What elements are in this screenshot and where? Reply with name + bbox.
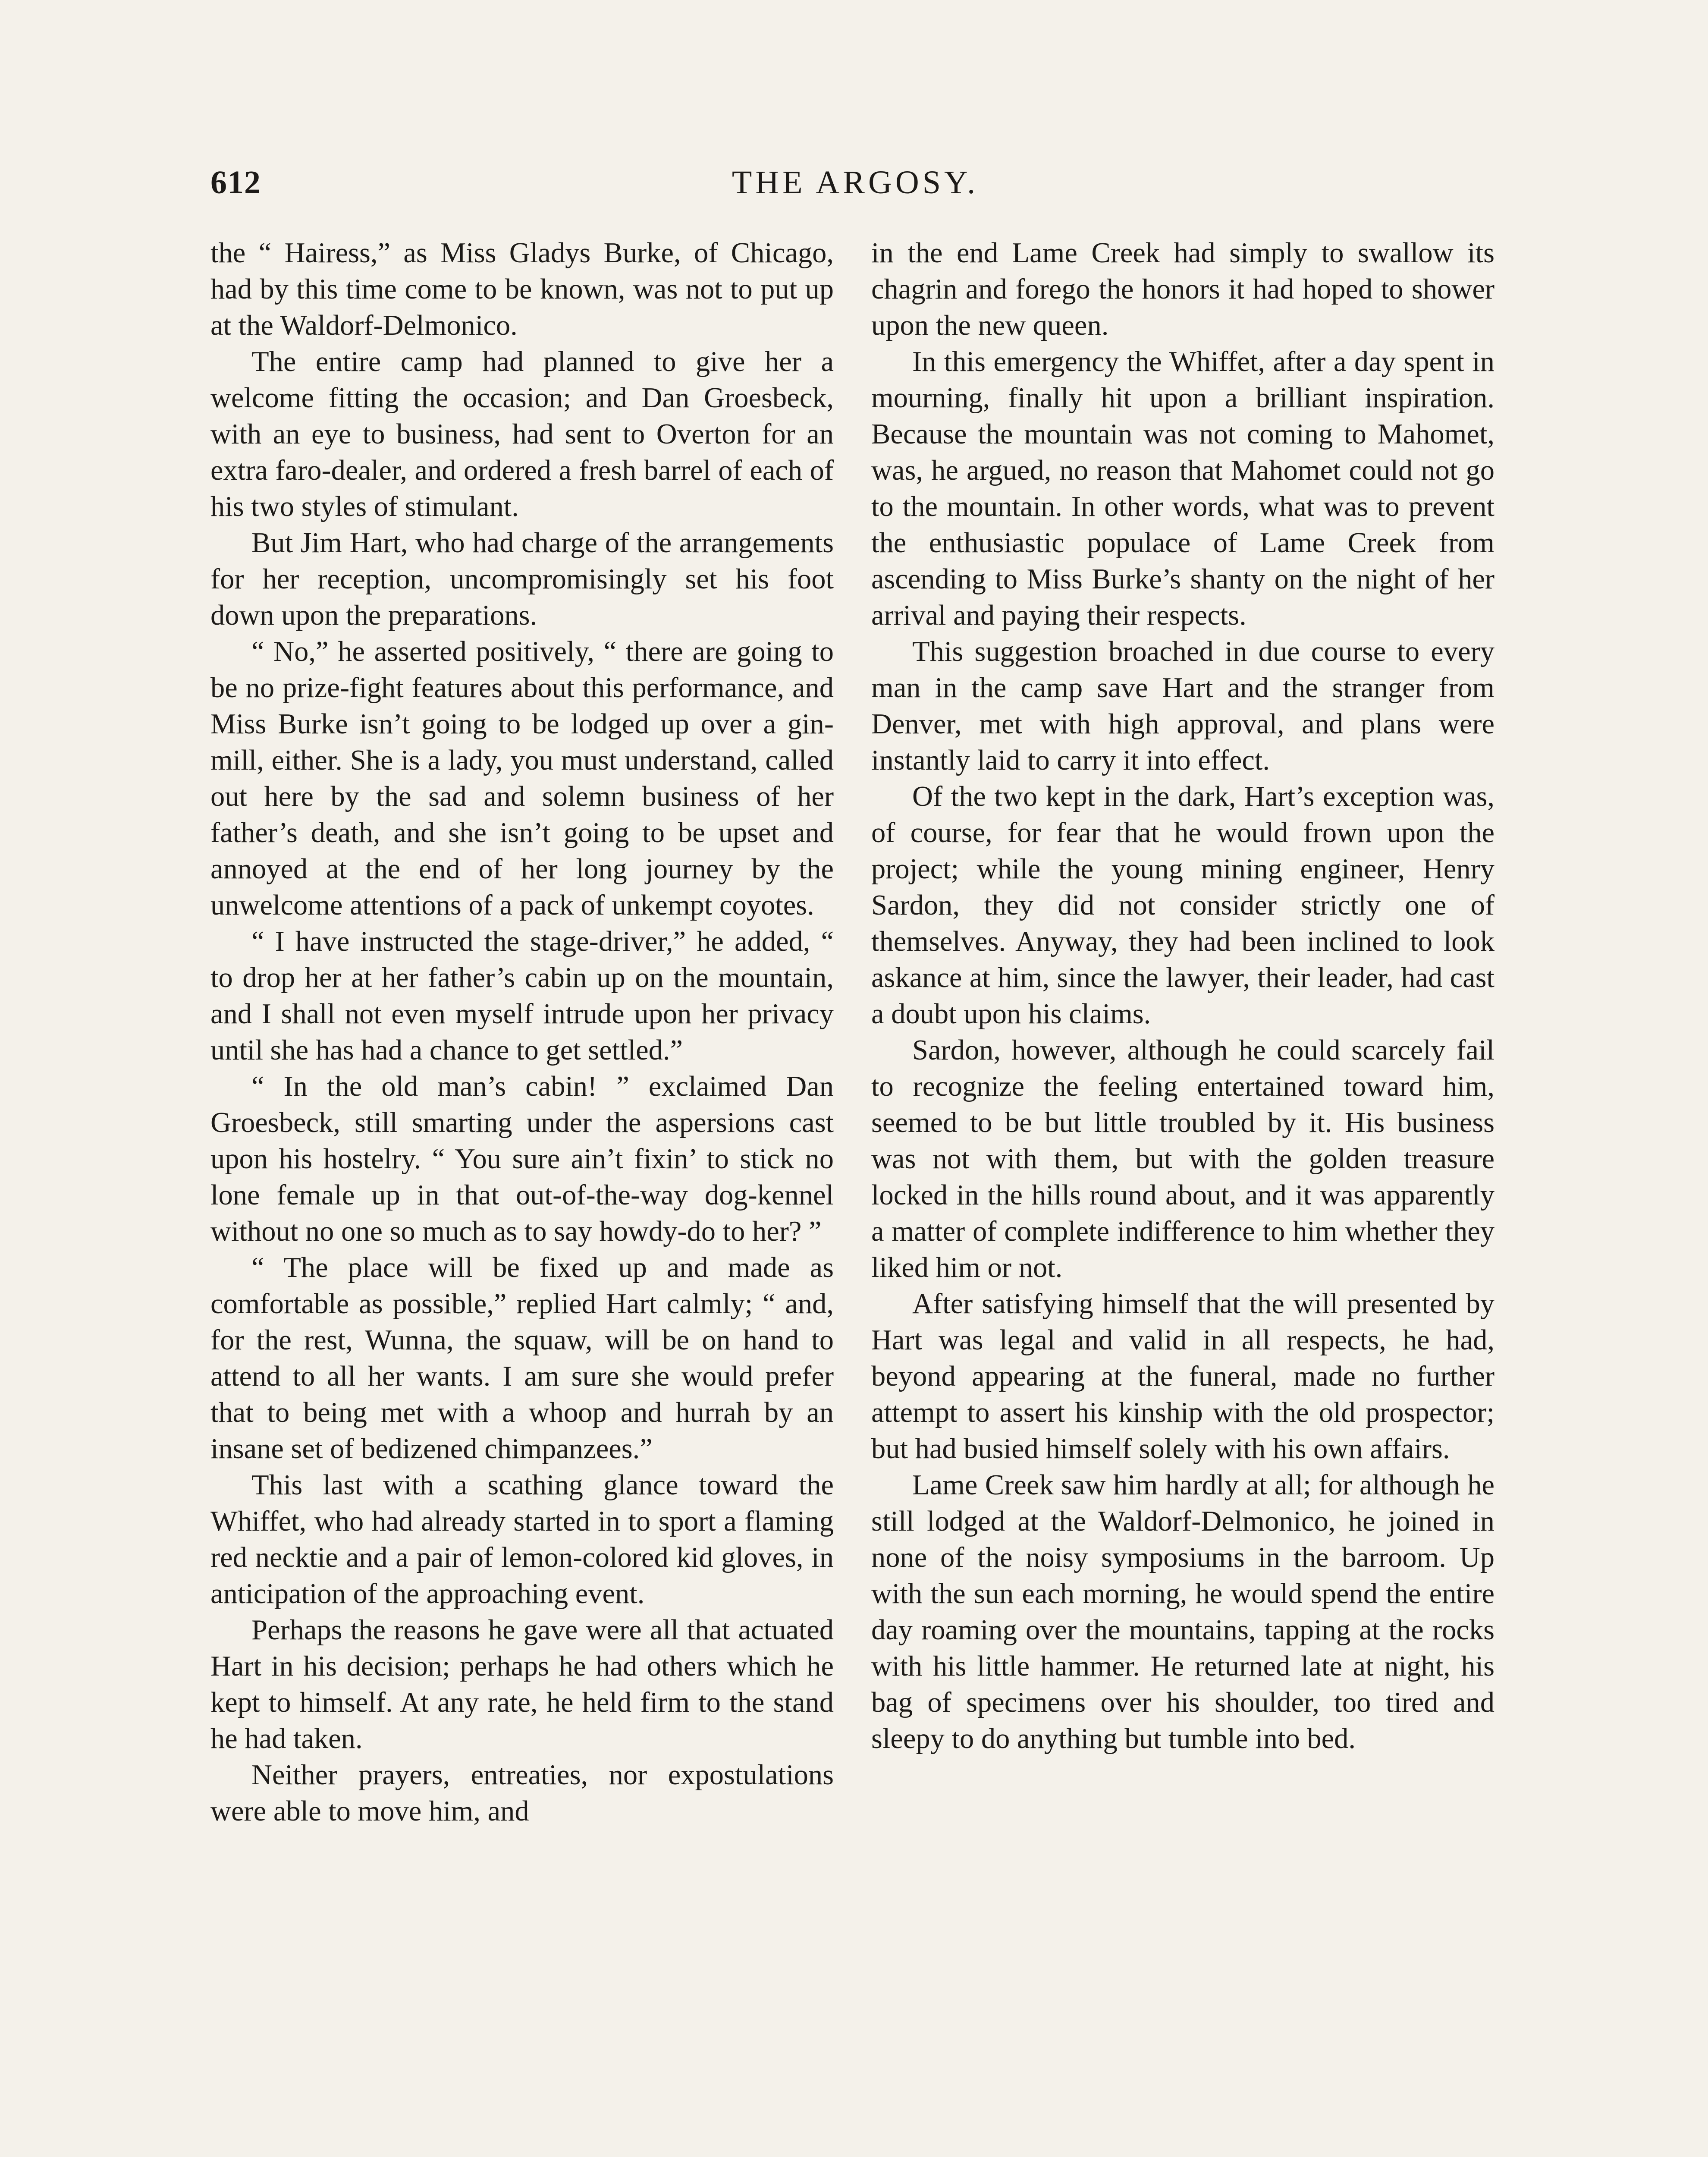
paragraph: Lame Creek saw him hardly at all; for although he still lodged at the Waldorf-Delmonico, he joined in none of the noisy symposiums in the barroom. Up with the sun each morning, he would spend the entire day roaming over the mountains, tapping at the rocks with his little hammer. He returned late at night, his bag of specimens over his shoulder, too tired and sleepy to do anything but tumble into bed. [871,1469,1494,1755]
paragraph: “ The place will be fixed up and made as comfortable as possible,” replied Hart calmly; “ and, for the rest, Wunna, the squaw, will be on hand to attend to all her wants. I am sure she would prefer that to being met with a whoop and hurrah by an insane set of bedizened chimpanzees.” [210,1252,834,1465]
paragraph: “ In the old man’s cabin! ” exclaimed Dan Groesbeck, still smarting under the aspersions cast upon his hostelry. “ You sure ain’t fixin’ to stick no lone female up in that out-of-the-way dog-kennel without no one so much as to say howdy-do to her? ” [210,1071,834,1247]
paragraph: Of the two kept in the dark, Hart’s exception was, of course, for fear that he would frown upon the project; while the young mining engineer, Henry Sardon, they did not consider strictly one of themselves. Anyway, they had been inclined to look askance at him, since the lawyer, their leader, had cast a doubt upon his claims. [871,781,1494,1030]
paragraph: Sardon, however, although he could scarcely fail to recognize the feeling entertained toward him, seemed to be but little troubled by it. His business was not with them, but with the golden treasure locked in the hills round about, and it was apparently a matter of complete indifference to him whether they liked him or not. [871,1034,1494,1283]
page-header [210,164,1500,211]
paragraph: Perhaps the reasons he gave were all that actuated Hart in his decision; perhaps he had others which he kept to himself. At any rate, he held firm to the stand he had taken. [210,1614,834,1755]
paragraph: “ No,” he asserted positively, “ there are going to be no prize-fight features about this performance, and Miss Burke isn’t going to be lodged up over a gin-mill, either. She is a lady, you must understand, called out here by the sad and solemn business of her father’s death, and she isn’t going to be upset and annoyed at the end of her long journey by the unwelcome attentions of a pack of unkempt coyotes. [210,636,834,921]
paragraph: Neither prayers, entreaties, nor expostulations were able to move him, and [210,1759,834,1827]
magazine-title: THE ARGOSY. [732,164,979,201]
paragraph: in the end Lame Creek had simply to swallow its chagrin and forego the honors it had hoped to shower upon the new queen. [871,237,1494,341]
right-column [871,235,1494,1757]
paragraph: This suggestion broached in due course to every man in the camp save Hart and the stranger from Denver, met with high approval, and plans were instantly laid to carry it into effect. [871,636,1494,776]
paragraph: After satisfying himself that the will presented by Hart was legal and valid in all respects, he had, beyond appearing at the funeral, made no further attempt to assert his kinship with the old prospector; but had busied himself solely with his own affairs. [871,1288,1494,1465]
paragraph: In this emergency the Whiffet, after a day spent in mourning, finally hit upon a brilliant inspiration. Because the mountain was not coming to Mahomet, was, he argued, no reason that Mahomet could not go to the mountain. In other words, what was to prevent the enthusiastic populace of Lame Creek from ascending to Miss Burke’s shanty on the night of her arrival and paying their respects. [871,346,1494,631]
paragraph: “ I have instructed the stage-driver,” he added, “ to drop her at her father’s cabin up on the mountain, and I shall not even myself intrude upon her privacy until she has had a chance to get settled.” [210,926,834,1066]
paragraph: This last with a scathing glance toward the Whiffet, who had already started in to sport a flaming red necktie and a pair of lemon-colored kid gloves, in anticipation of the approaching event. [210,1469,834,1610]
page-number: 612 [210,164,261,201]
left-column [210,235,834,1830]
paragraph: The entire camp had planned to give her a welcome fitting the occasion; and Dan Groesbeck, with an eye to business, had sent to Overton for an extra faro-dealer, and ordered a fresh barrel of each of his two styles of stimulant. [210,346,834,522]
paragraph: the “ Hairess,” as Miss Gladys Burke, of Chicago, had by this time come to be known, was not to put up at the Waldorf-Delmonico. [210,237,834,341]
paragraph: But Jim Hart, who had charge of the arrangements for her reception, uncompromisingly set his foot down upon the preparations. [210,527,834,631]
